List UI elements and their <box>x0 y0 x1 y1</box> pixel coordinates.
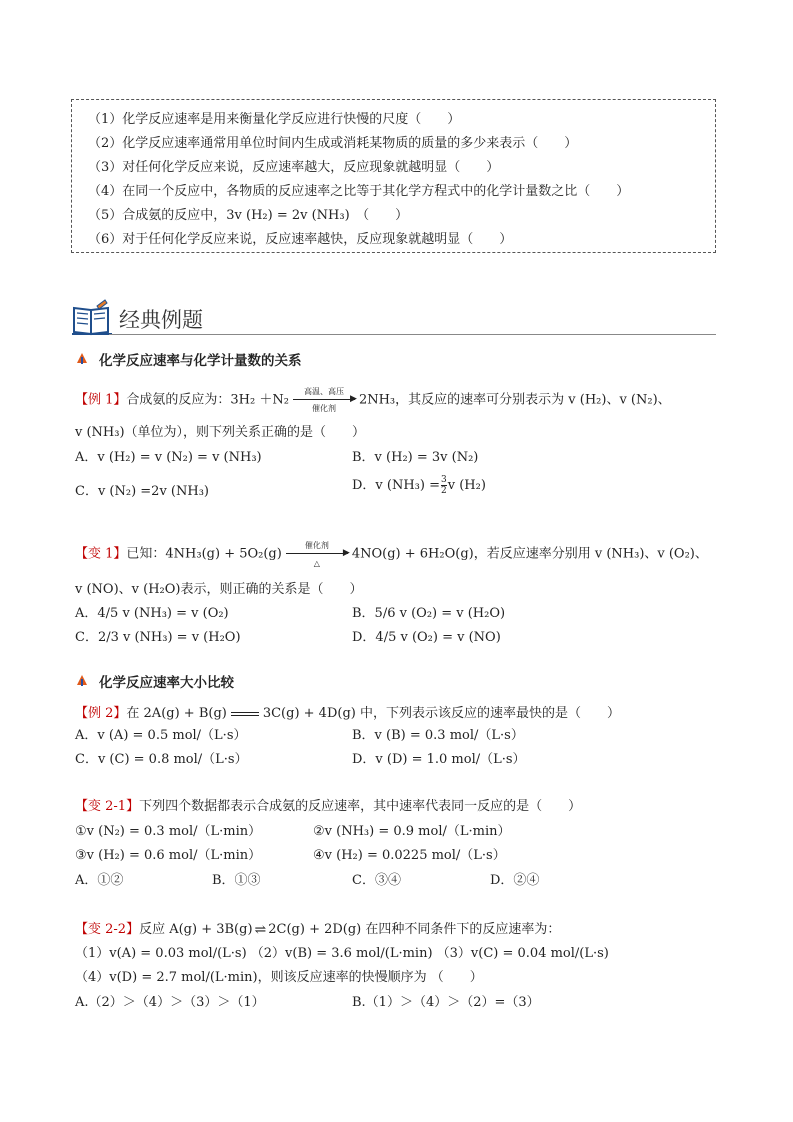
fraction: $\frac{3}{2}$ <box>441 475 447 496</box>
var1-option-b: B．5/6 v (O₂) = v (H₂O) <box>352 606 506 621</box>
reversible-arrow: ⇌ <box>254 921 267 938</box>
var1-stem: 【变 1】已知：4NH₃(g) + 5O₂(g) 催化剂 ▶ △ 4NO(g) + 6H₂O(g)，若反应速率分别用 v (NH₃)、v (O₂)、 <box>75 541 708 568</box>
var21-option-b: B．①③ <box>212 873 261 888</box>
var21-item-2: ②v (NH₃) = 0.9 mol/（L·min） <box>313 824 511 839</box>
var21-item-4: ④v (H₂) = 0.0225 mol/（L·s） <box>313 848 506 863</box>
ex2-option-d: D．v (D) = 1.0 mol/（L·s） <box>352 752 526 767</box>
bullet-icon <box>75 673 89 691</box>
ex1-stem: 【例 1】合成氨的反应为：3H₂ ＋N₂ 高温、高压 ▶ 催化剂 2NH₃，其反应的速率可分别表示为 v (H₂)、v (N₂)、 <box>75 387 671 413</box>
var21-option-a: A．①② <box>75 873 124 888</box>
var1-option-a: A．4/5 v (NH₃) = v (O₂) <box>75 606 229 621</box>
var22-stem: 【变 2-2】反应 A(g) + 3B(g) ⇌ 2C(g) + 2D(g) 在四种不同条件下的反应速率为： <box>75 921 561 938</box>
var22-label: 【变 2-2】 <box>75 922 140 937</box>
ex1-option-b: B．v (H₂) = 3v (N₂) <box>352 450 479 465</box>
section-rule <box>109 334 716 335</box>
reaction-arrow: 催化剂 ▶ △ <box>286 540 348 568</box>
var22-line2: （1）v(A) = 0.03 mol/(L·s) （2）v(B) = 3.6 mol/(L·min) （3）v(C) = 0.04 mol/(L·s) <box>75 946 609 961</box>
ex2-option-c: C．v (C) = 0.8 mol/（L·s） <box>75 752 248 767</box>
tf-item-2: （2）化学反应速率通常用单位时间内生成或消耗某物质的质量的多少来表示（ ） <box>88 136 578 151</box>
var22-option-b: B.（1）＞（4）＞（2）=（3） <box>352 995 540 1010</box>
true-false-box <box>71 99 716 253</box>
var1-line2: v (NO)、v (H₂O)表示，则正确的关系是（ ） <box>75 582 363 597</box>
var21-item-1: ①v (N₂) = 0.3 mol/（L·min） <box>75 824 262 839</box>
ex2-option-a: A．v (A) = 0.5 mol/（L·s） <box>75 728 247 743</box>
var21-item-3: ③v (H₂) = 0.6 mol/（L·min） <box>75 848 262 863</box>
sub-heading-1: 化学反应速率与化学计量数的关系 <box>75 349 302 369</box>
section-heading <box>71 298 716 342</box>
tf-item-6: （6）对于任何化学反应来说，反应速率越快，反应现象就越明显（ ） <box>88 232 513 247</box>
var1-option-c: C．2/3 v (NH₃) = v (H₂O) <box>75 630 241 645</box>
reaction-arrow: 高温、高压 ▶ 催化剂 <box>293 386 355 414</box>
var22-line3: （4）v(D) = 2.7 mol/(L·min)，则该反应速率的快慢顺序为 （ ） <box>75 970 483 985</box>
section-title: 经典例题 <box>119 308 203 332</box>
var21-stem: 【变 2-1】下列四个数据都表示合成氨的反应速率，其中速率代表同一反应的是（ ） <box>75 799 582 814</box>
book-icon <box>71 298 113 336</box>
ex1-option-a: A．v (H₂) = v (N₂) = v (NH₃) <box>75 450 262 465</box>
var1-label: 【变 1】 <box>75 546 127 562</box>
ex1-label: 【例 1】 <box>75 392 127 408</box>
ex1-option-d: D．v (NH₃) = $\frac{3}{2}$ v (H₂) <box>352 475 486 496</box>
bullet-icon <box>75 351 89 369</box>
var1-option-d: D．4/5 v (O₂) = v (NO) <box>352 630 501 645</box>
var21-option-d: D．②④ <box>490 873 540 888</box>
ex1-line2: v (NH₃)（单位为），则下列关系正确的是（ ） <box>75 425 366 440</box>
equals-sign <box>231 712 259 716</box>
ex2-label: 【例 2】 <box>75 706 127 721</box>
sub-heading-2: 化学反应速率大小比较 <box>75 671 234 691</box>
tf-item-4: （4）在同一个反应中，各物质的反应速率之比等于其化学方程式中的化学计量数之比（ ） <box>88 184 630 199</box>
tf-item-1: （1）化学反应速率是用来衡量化学反应进行快慢的尺度（ ） <box>88 112 461 127</box>
var21-option-c: C．③④ <box>352 873 401 888</box>
ex2-option-b: B．v (B) = 0.3 mol/（L·s） <box>352 728 524 743</box>
var21-label: 【变 2-1】 <box>75 799 140 814</box>
ex2-stem: 【例 2】在 2A(g) + B(g) 3C(g) + 4D(g) 中，下列表示该反应的速率最快的是（ ） <box>75 706 620 721</box>
ex1-option-c: C．v (N₂) =2v (NH₃) <box>75 484 209 499</box>
tf-item-5: （5）合成氨的反应中，3v (H₂) = 2v (NH₃) （ ） <box>88 208 409 223</box>
tf-item-3: （3）对任何化学反应来说，反应速率越大，反应现象就越明显（ ） <box>88 160 500 175</box>
var22-option-a: A.（2）＞（4）＞（3）＞（1） <box>75 995 265 1010</box>
